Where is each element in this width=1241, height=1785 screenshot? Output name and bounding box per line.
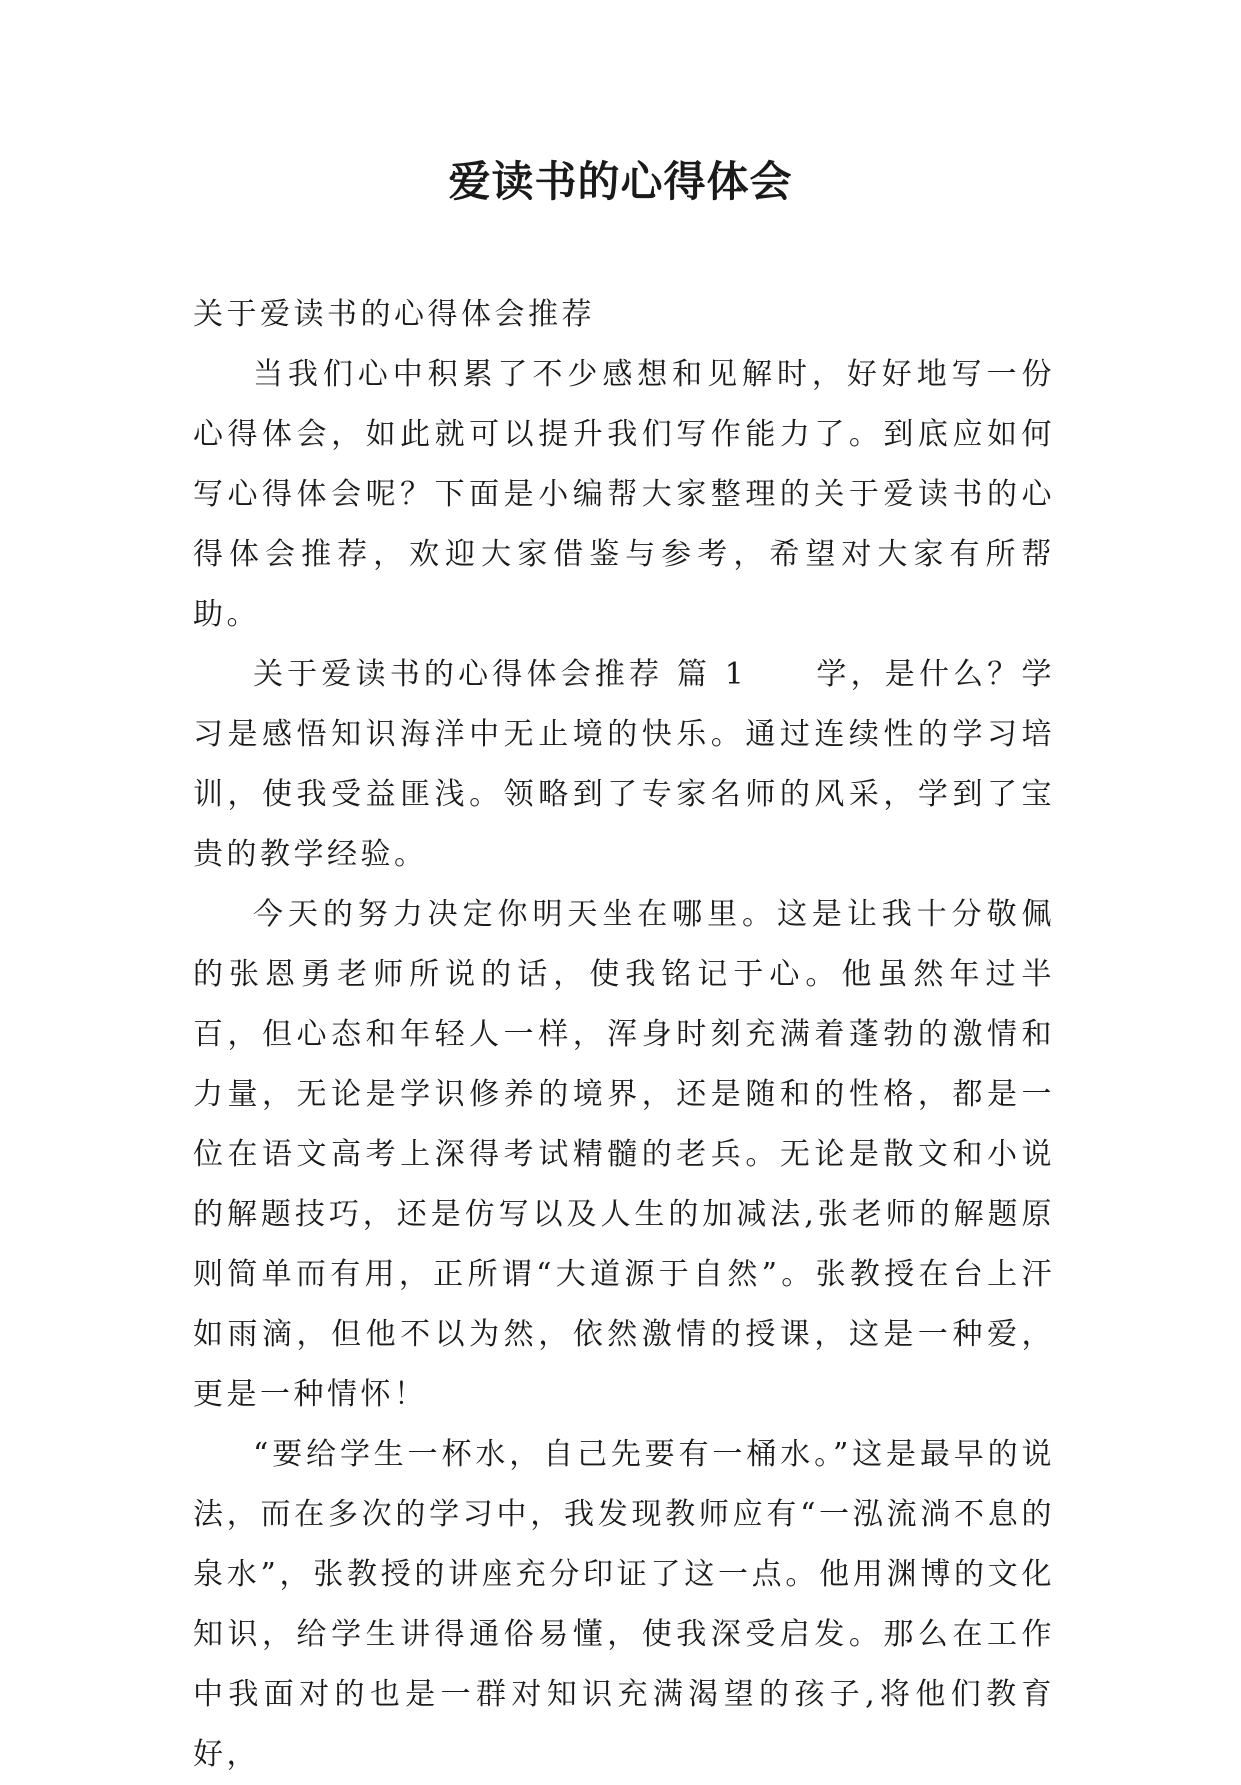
paragraph-water: “要给学生一杯水，自己先要有一桶水。”这是最早的说法，而在多次的学习中，我发现教师应有“一泓流淌不息的泉水”，张教授的讲座充分印证了这一点。他用渊博的文化知识，给学生讲得通俗易懂，使我深受启发。那么在工作中我面对的也是一群对知识充满渴望的孩子,将他们教育好，: [193, 1437, 1055, 1772]
document-title: 爱读书的心得体会: [448, 157, 793, 206]
paragraph-intro: 当我们心中积累了不少感想和见解时，好好地写一份心得体会，如此就可以提升我们写作能力了。到底应如何写心得体会呢？下面是小编帮大家整理的关于爱读书的心得体会推荐，欢迎大家借鉴与参考，希望对大家有所帮助。: [193, 357, 1055, 632]
paragraph-teacher: 今天的努力决定你明天坐在哪里。这是让我十分敬佩的张恩勇老师所说的话，使我铭记于心。他虽然年过半百，但心态和年轻人一样，浑身时刻充满着蓬勃的激情和力量，无论是学识修养的境界，还是随和的性格，都是一位在语文高考上深得考试精髓的老兵。无论是散文和小说的解题技巧，还是仿写以及人生的加减法,张老师的解题原则简单而有用，正所谓“大道源于自然”。张教授在台上汗如雨滴，但他不以为然，依然激情的授课，这是一种爱，更是一种情怀！: [193, 897, 1055, 1412]
document-body: [193, 285, 1055, 1785]
paragraph-section-1: 关于爱读书的心得体会推荐 篇 1 学，是什么？学习是感悟知识海洋中无止境的快乐。通过连续性的学习培训，使我受益匪浅。领略到了专家名师的风采，学到了宝贵的教学经验。: [193, 657, 1055, 872]
document-subtitle: 关于爱读书的心得体会推荐: [193, 297, 595, 332]
